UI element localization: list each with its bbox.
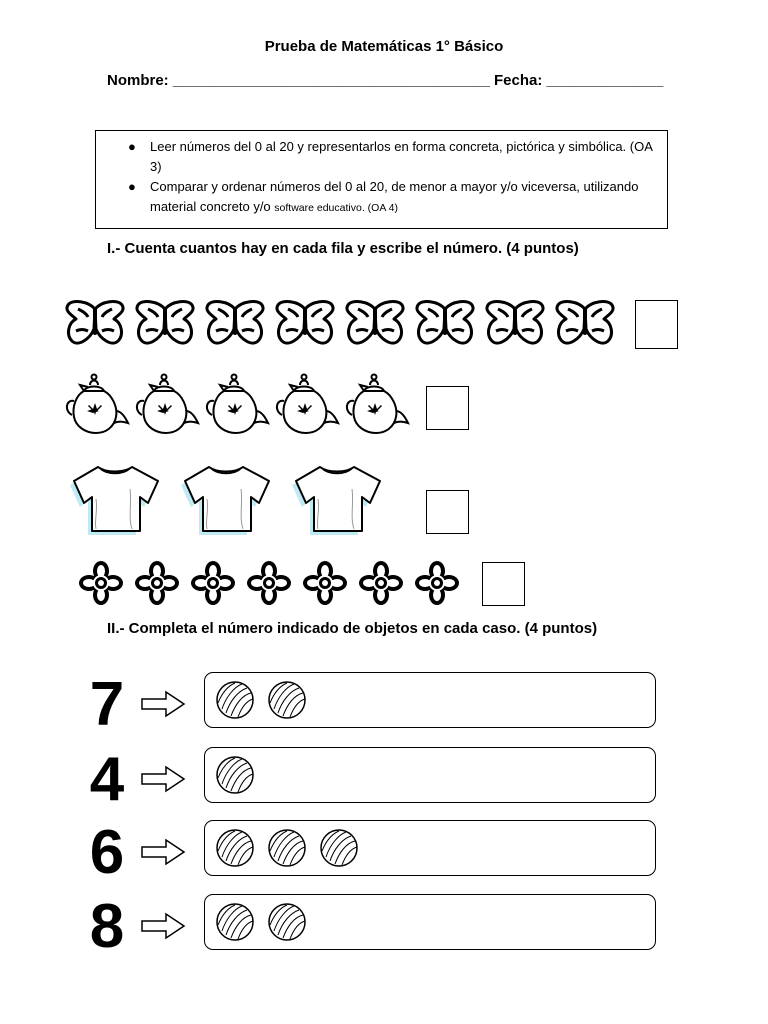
teapot-icon bbox=[272, 371, 340, 444]
flower-icon bbox=[414, 560, 460, 611]
ball-icon bbox=[266, 827, 308, 874]
answer-box[interactable] bbox=[426, 386, 469, 430]
flower-row bbox=[78, 560, 470, 610]
butterfly-icon bbox=[344, 299, 406, 352]
target-number: 4 bbox=[89, 745, 125, 814]
ball-icon bbox=[266, 679, 308, 726]
objective-text-end: (OA 4) bbox=[364, 202, 399, 214]
answer-box[interactable] bbox=[426, 490, 469, 534]
ball-icon bbox=[266, 901, 308, 948]
butterfly-icon bbox=[484, 299, 546, 352]
ball-box[interactable] bbox=[204, 894, 656, 950]
ball-icon bbox=[214, 754, 256, 801]
flower-icon bbox=[302, 560, 348, 611]
ball-box[interactable] bbox=[204, 820, 656, 876]
objective-text-small: software educativo. bbox=[274, 202, 365, 214]
ball-box[interactable] bbox=[204, 747, 656, 803]
teapot-icon bbox=[132, 371, 200, 444]
arrow-right-icon bbox=[140, 690, 186, 723]
arrow-right-icon bbox=[140, 838, 186, 871]
teapot-icon bbox=[202, 371, 270, 444]
bullet-icon: ● bbox=[128, 139, 136, 154]
teapot-row bbox=[62, 372, 412, 442]
target-number: 7 bbox=[89, 670, 125, 739]
section-1-heading: I.- Cuenta cuantos hay en cada fila y escribe el número. (4 puntos) bbox=[107, 240, 579, 257]
target-number: 6 bbox=[89, 818, 125, 887]
name-date-line: Nombre: ______________________________________ Fecha: ______________ bbox=[107, 72, 664, 89]
arrow-right-icon bbox=[140, 912, 186, 945]
butterfly-icon bbox=[64, 299, 126, 352]
butterfly-icon bbox=[274, 299, 336, 352]
flower-icon bbox=[190, 560, 236, 611]
objectives-box bbox=[95, 130, 668, 229]
flower-icon bbox=[246, 560, 292, 611]
flower-icon bbox=[78, 560, 124, 611]
objective-item bbox=[128, 177, 667, 218]
objective-text: Comparar y ordenar números del 0 al 20, de menor a mayor y/o viceversa, utilizando material concreto y/o bbox=[150, 179, 639, 214]
objective-item bbox=[128, 137, 667, 177]
answer-box[interactable] bbox=[482, 562, 525, 606]
tshirt-row bbox=[66, 460, 399, 540]
ball-icon bbox=[214, 679, 256, 726]
target-number: 8 bbox=[89, 892, 125, 961]
butterfly-icon bbox=[414, 299, 476, 352]
butterfly-icon bbox=[554, 299, 616, 352]
flower-icon bbox=[358, 560, 404, 611]
tshirt-icon bbox=[177, 459, 277, 542]
objective-text: Leer números del 0 al 20 y representarlos en forma concreta, pictórica y simbólica. (OA 3) bbox=[150, 139, 653, 174]
bullet-icon: ● bbox=[128, 179, 136, 194]
tshirt-icon bbox=[288, 459, 388, 542]
page-title: Prueba de Matemáticas 1° Básico bbox=[264, 38, 504, 55]
arrow-right-icon bbox=[140, 765, 186, 798]
butterfly-icon bbox=[204, 299, 266, 352]
teapot-icon bbox=[62, 371, 130, 444]
ball-icon bbox=[318, 827, 360, 874]
butterfly-row bbox=[64, 300, 624, 350]
tshirt-icon bbox=[66, 459, 166, 542]
ball-icon bbox=[214, 827, 256, 874]
ball-box[interactable] bbox=[204, 672, 656, 728]
flower-icon bbox=[134, 560, 180, 611]
answer-box[interactable] bbox=[635, 300, 678, 349]
section-2-heading: II.- Completa el número indicado de objetos en cada caso. (4 puntos) bbox=[107, 620, 598, 637]
teapot-icon bbox=[342, 371, 410, 444]
ball-icon bbox=[214, 901, 256, 948]
butterfly-icon bbox=[134, 299, 196, 352]
